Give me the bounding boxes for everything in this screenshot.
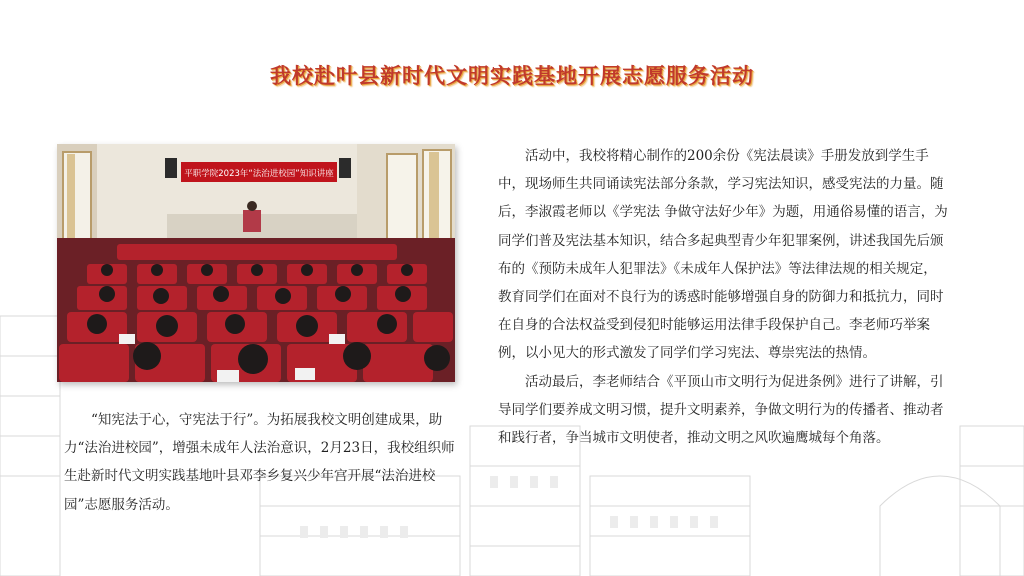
photo-banner-text: 平职学院2023年“法治进校园”知识讲座 bbox=[184, 169, 334, 179]
intro-paragraph: “知宪法于心，守宪法于行”。为拓展我校文明创建成果，助力“法治进校园”，增强未成年人法治意识，2月23日，我校组织师生赴新时代文明实践基地叶县邓李乡复兴少年宫开展“法治进校园”志愿服务活动。 bbox=[64, 412, 455, 513]
lecture-hall-photo bbox=[57, 144, 455, 382]
right-text-block bbox=[498, 142, 950, 452]
left-text-block bbox=[64, 406, 464, 519]
activity-paragraph: 活动中，我校将精心制作的200余份《宪法晨读》手册发放到学生手中，现场师生共同诵读宪法部分条款，学习宪法知识，感受宪法的力量。随后，李淑霞老师以《学宪法 争做守法好少年》为题，用通俗易懂的语言，为同学们普及宪法基本知识，结合多起典型青少年犯罪案例，讲述我国先后颁布的《预防未成年人犯罪法》《未成年人保护法》等法律法规的相关规定，教育同学们在面对不良行为的诱惑时能够增强自身的防御力和抵抗力，同时在自身的合法权益受到侵犯时能够运用法律手段保护自己。李老师巧举案例，以小见大的形式激发了同学们学习宪法、尊崇宪法的热情。 bbox=[498, 148, 948, 362]
closing-paragraph: 活动最后，李老师结合《平顶山市文明行为促进条例》进行了讲解，引导同学们要养成文明习惯，提升文明素养，争做文明行为的传播者、推动者和践行者，争当城市文明使者，推动文明之风吹遍鹰城每个角落。 bbox=[498, 373, 944, 447]
page-title: 我校赴叶县新时代文明实践基地开展志愿服务活动 bbox=[270, 63, 754, 88]
